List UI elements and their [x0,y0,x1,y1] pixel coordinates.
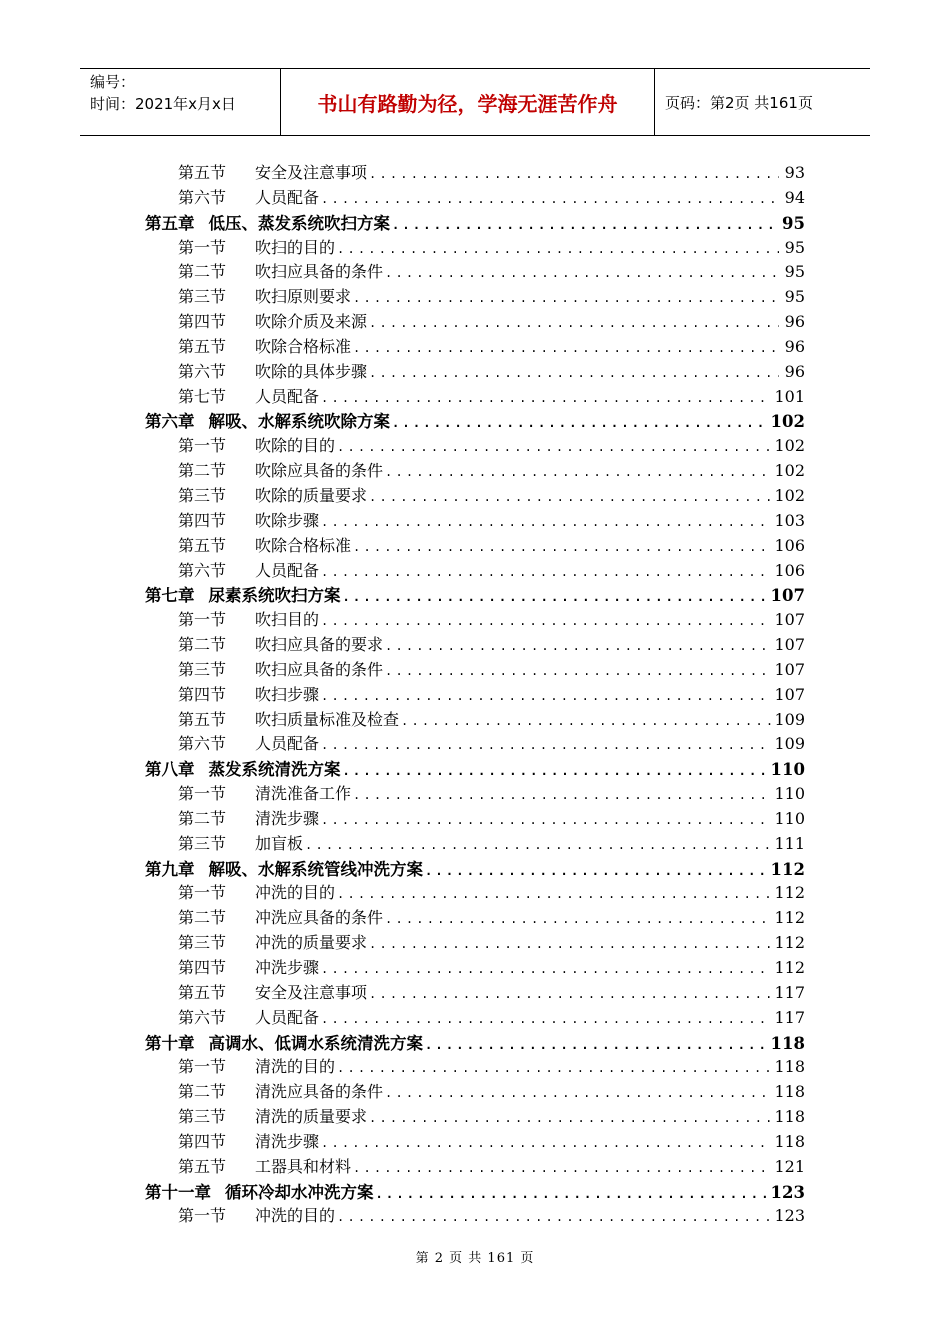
toc-entry-page: 107 [774,659,805,679]
toc-entry-number: 第一节 [178,1206,227,1226]
toc-section-entry[interactable] [145,880,805,905]
toc-entry-title: 高调水、低调水系统清洗方案 [208,1033,423,1053]
toc-entry-number: 第二节 [178,908,227,928]
toc-entry-title: 循环冷却水冲洗方案 [225,1182,374,1202]
toc-entry-title: 加盲板 [255,833,304,853]
footer-page-number: 第 2 页 共 161 页 [415,1251,535,1266]
toc-dot-leader [353,341,779,355]
toc-section-entry[interactable] [145,284,805,309]
toc-section-entry[interactable] [145,259,805,284]
toc-entry-title: 冲洗应具备的条件 [255,908,384,928]
toc-entry-number: 第二节 [178,635,227,655]
toc-dot-leader [369,316,779,330]
toc-dot-leader [369,937,772,951]
toc-entry-page: 96 [784,361,805,381]
toc-entry-page: 96 [784,336,805,356]
toc-dot-leader [425,864,769,878]
toc-entry-title: 吹扫应具备的条件 [255,262,384,282]
toc-entry-title: 吹扫质量标准及检查 [255,709,400,729]
code-label: 编号： [90,73,136,91]
toc-entry-number: 第四节 [178,958,227,977]
toc-entry-title: 吹扫应具备的条件 [255,659,384,679]
toc-dot-leader [353,291,779,305]
toc-entry-title: 吹扫步骤 [255,684,320,704]
toc-entry-title: 清洗步骤 [255,808,320,828]
toc-section-entry[interactable] [145,458,805,483]
toc-entry-title: 人员配备 [255,734,320,754]
toc-entry-page: 96 [784,312,805,332]
toc-entry-page: 107 [770,586,805,606]
toc-dot-leader [321,689,772,703]
toc-entry-number: 第七节 [178,386,227,406]
toc-dot-leader [337,1061,772,1075]
toc-section-entry[interactable] [145,1054,805,1079]
toc-entry-page: 110 [770,760,805,780]
toc-entry-number: 第一节 [178,784,227,804]
time-label: 时间：2021年x月x日 [90,95,236,113]
toc-entry-title: 吹除介质及来源 [255,312,368,332]
toc-dot-leader [385,639,772,653]
toc-dot-leader [321,614,772,628]
toc-section-entry[interactable] [145,707,805,732]
toc-section-entry[interactable] [145,930,805,955]
toc-entry-number: 第一节 [178,610,227,630]
toc-entry-title: 清洗准备工作 [255,784,352,804]
toc-section-entry[interactable] [145,185,805,210]
toc-entry-title: 人员配备 [255,1007,320,1027]
toc-section-entry[interactable] [145,1154,805,1179]
toc-entry-page: 118 [774,1131,805,1151]
toc-section-entry[interactable] [145,682,805,707]
toc-entry-page: 101 [774,386,805,406]
toc-entry-page: 123 [774,1206,805,1226]
toc-entry-page: 107 [774,635,805,655]
toc-chapter-entry[interactable] [145,210,805,235]
toc-entry-page: 106 [774,535,805,555]
toc-entry-page: 95 [782,213,805,233]
toc-entry-title: 吹扫的目的 [255,237,336,257]
toc-dot-leader [369,490,772,504]
toc-entry-title: 清洗步骤 [255,1131,320,1151]
header-motto [281,69,655,135]
toc-entry-title: 吹除合格标准 [255,336,352,356]
toc-entry-page: 95 [784,287,805,307]
toc-section-entry[interactable] [145,1203,805,1228]
toc-dot-leader [321,738,772,752]
toc-entry-page: 112 [770,859,805,879]
toc-dot-leader [385,664,772,678]
toc-entry-title: 吹除的目的 [255,436,336,456]
toc-dot-leader [385,912,772,926]
toc-section-entry[interactable] [145,905,805,930]
toc-entry-title: 吹扫原则要求 [255,287,352,307]
toc-dot-leader [343,764,769,778]
toc-section-entry[interactable] [145,334,805,359]
toc-entry-page: 109 [774,709,805,729]
toc-entry-number: 第五节 [178,163,227,182]
toc-dot-leader [369,167,779,181]
toc-section-entry[interactable] [145,632,805,657]
toc-dot-leader [369,366,779,380]
toc-entry-title: 冲洗的目的 [255,883,336,903]
toc-section-entry[interactable] [145,359,805,384]
toc-entry-page: 118 [774,1107,805,1127]
toc-section-entry[interactable] [145,558,805,583]
toc-dot-leader [376,1187,769,1201]
toc-entry-number: 第三节 [178,659,227,679]
toc-entry-title: 清洗的质量要求 [255,1107,368,1127]
toc-entry-page: 112 [774,933,805,953]
toc-entry-title: 吹除的质量要求 [255,485,368,505]
toc-entry-title: 工器具和材料 [255,1156,352,1176]
toc-entry-page: 110 [774,784,805,804]
toc-dot-leader [321,962,772,976]
toc-section-entry[interactable] [145,1005,805,1030]
toc-entry-number: 第二节 [178,808,227,828]
toc-dot-leader [353,788,772,802]
toc-entry-page: 111 [774,833,805,853]
toc-dot-leader [385,266,779,280]
toc-section-entry[interactable] [145,533,805,558]
toc-entry-number: 第八章 [145,760,195,780]
toc-chapter-entry[interactable] [145,408,805,433]
toc-entry-title: 蒸发系统清洗方案 [208,760,341,780]
toc-section-entry[interactable] [145,235,805,260]
toc-entry-title: 冲洗的目的 [255,1206,336,1226]
toc-section-entry[interactable] [145,160,805,185]
toc-entry-page: 107 [774,684,805,704]
toc-entry-title: 解吸、水解系统管线冲洗方案 [208,859,423,879]
toc-entry-title: 吹除步骤 [255,510,320,530]
page-header [80,68,870,136]
toc-entry-title: 人员配备 [255,187,320,207]
toc-entry-number: 第一节 [178,436,227,456]
motto-text: 书山有路勤为径，学海无涯苦作舟 [317,91,618,116]
toc-entry-page: 95 [784,237,805,257]
toc-entry-number: 第三节 [178,933,227,953]
toc-section-entry[interactable] [145,781,805,806]
toc-section-entry[interactable] [145,607,805,632]
toc-entry-number: 第二节 [178,461,227,481]
toc-entry-page: 103 [774,510,805,530]
toc-section-entry[interactable] [145,831,805,856]
toc-entry-title: 解吸、水解系统吹除方案 [208,412,390,432]
toc-entry-number: 第六节 [178,1007,227,1027]
toc-entry-number: 第三节 [178,485,227,505]
toc-section-entry[interactable] [145,731,805,756]
toc-dot-leader [321,515,772,529]
toc-entry-number: 第六章 [145,412,195,432]
toc-entry-title: 冲洗步骤 [255,958,320,977]
header-page-info [655,69,870,135]
toc-entry-page: 118 [774,1057,805,1077]
toc-entry-title: 吹除的具体步骤 [255,361,368,381]
toc-chapter-entry[interactable] [145,856,805,881]
toc-section-entry[interactable] [145,483,805,508]
toc-entry-number: 第十章 [145,1033,195,1053]
toc-entry-number: 第四节 [178,312,227,332]
toc-dot-leader [392,416,769,430]
toc-entry-title: 安全及注意事项 [255,163,368,182]
toc-section-entry[interactable] [145,433,805,458]
toc-dot-leader [305,838,772,852]
toc-entry-number: 第五节 [178,336,227,356]
header-meta [80,69,281,135]
toc-entry-page: 112 [774,908,805,928]
toc-entry-page: 102 [774,436,805,456]
toc-entry-title: 人员配备 [255,386,320,406]
toc-entry-number: 第二节 [178,1082,227,1102]
toc-entry-page: 102 [774,461,805,481]
toc-entry-number: 第六节 [178,361,227,381]
toc-entry-title: 清洗的目的 [255,1057,336,1077]
toc-entry-number: 第六节 [178,734,227,754]
toc-entry-title: 清洗应具备的条件 [255,1082,384,1102]
toc-section-entry[interactable] [145,508,805,533]
toc-entry-page: 107 [774,610,805,630]
toc-entry-title: 安全及注意事项 [255,982,368,1002]
toc-section-entry[interactable] [145,384,805,409]
toc-entry-page: 118 [770,1033,805,1053]
toc-entry-title: 低压、蒸发系统吹扫方案 [208,213,390,233]
toc-entry-page: 95 [784,262,805,282]
toc-dot-leader [321,813,772,827]
toc-entry-page: 118 [774,1082,805,1102]
toc-entry-page: 106 [774,560,805,580]
toc-entry-title: 冲洗的质量要求 [255,933,368,953]
toc-entry-number: 第一节 [178,237,227,257]
toc-entry-title: 尿素系统吹扫方案 [208,586,341,606]
toc-entry-number: 第五节 [178,1156,227,1176]
page-info-text: 页码：第2页 共161页 [665,93,813,112]
toc-section-entry[interactable] [145,1129,805,1154]
toc-entry-number: 第一节 [178,883,227,903]
page-footer [0,1247,950,1266]
toc-entry-page: 123 [770,1182,805,1202]
toc-section-entry[interactable] [145,309,805,334]
toc-entry-title: 吹除合格标准 [255,535,352,555]
toc-entry-page: 102 [774,485,805,505]
toc-section-entry[interactable] [145,657,805,682]
toc-entry-number: 第九章 [145,859,195,879]
table-of-contents [145,160,805,1228]
toc-dot-leader [321,1136,772,1150]
toc-section-entry[interactable] [145,980,805,1005]
toc-entry-page: 121 [774,1156,805,1176]
toc-entry-number: 第五节 [178,709,227,729]
toc-dot-leader [401,714,772,728]
toc-entry-page: 112 [774,958,805,977]
toc-entry-number: 第四节 [178,684,227,704]
toc-entry-page: 109 [774,734,805,754]
toc-chapter-entry[interactable] [145,582,805,607]
toc-dot-leader [385,1086,772,1100]
toc-section-entry[interactable] [145,1079,805,1104]
toc-section-entry[interactable] [145,955,805,980]
toc-dot-leader [369,1111,772,1125]
toc-dot-leader [353,1161,772,1175]
toc-entry-number: 第七章 [145,586,195,606]
toc-entry-number: 第三节 [178,1107,227,1127]
toc-dot-leader [321,391,772,405]
toc-entry-number: 第五节 [178,535,227,555]
toc-entry-page: 94 [784,187,805,207]
toc-dot-leader [337,1210,772,1224]
toc-dot-leader [392,218,779,232]
toc-entry-number: 第五章 [145,213,195,233]
toc-entry-title: 吹扫应具备的要求 [255,635,384,655]
toc-dot-leader [321,565,772,579]
toc-chapter-entry[interactable] [145,756,805,781]
toc-entry-number: 第三节 [178,287,227,307]
toc-entry-number: 第二节 [178,262,227,282]
toc-dot-leader [321,192,779,206]
toc-dot-leader [343,590,769,604]
toc-dot-leader [337,440,772,454]
toc-entry-number: 第四节 [178,1131,227,1151]
toc-dot-leader [385,465,772,479]
toc-entry-number: 第十一章 [145,1182,211,1202]
toc-entry-page: 117 [774,1007,805,1027]
toc-dot-leader [321,1012,772,1026]
toc-entry-number: 第六节 [178,560,227,580]
toc-entry-page: 117 [774,982,805,1002]
toc-entry-number: 第四节 [178,510,227,530]
toc-entry-number: 第三节 [178,833,227,853]
toc-entry-title: 吹除应具备的条件 [255,461,384,481]
toc-chapter-entry[interactable] [145,1179,805,1204]
toc-entry-number: 第一节 [178,1057,227,1077]
toc-dot-leader [337,887,772,901]
toc-section-entry[interactable] [145,806,805,831]
toc-entry-title: 人员配备 [255,560,320,580]
toc-section-entry[interactable] [145,1104,805,1129]
toc-entry-page: 93 [784,163,805,182]
toc-entry-number: 第六节 [178,187,227,207]
toc-entry-page: 110 [774,808,805,828]
toc-dot-leader [337,242,779,256]
toc-dot-leader [425,1038,769,1052]
toc-entry-title: 吹扫目的 [255,610,320,630]
toc-dot-leader [369,987,772,1001]
toc-entry-number: 第五节 [178,982,227,1002]
toc-chapter-entry[interactable] [145,1030,805,1055]
toc-entry-page: 112 [774,883,805,903]
toc-dot-leader [353,540,772,554]
toc-entry-page: 102 [770,412,805,432]
